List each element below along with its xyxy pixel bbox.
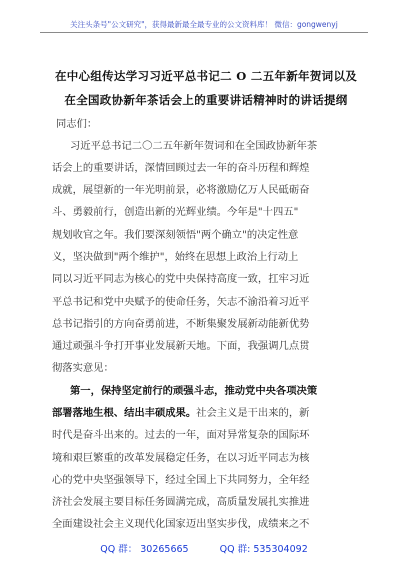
paragraph-line: 斗、勇毅前行，创造出新的光辉业绩。今年是"十四五" [52,206,299,218]
section-heading-continuation [52,406,364,420]
paragraph-line: 时代是奋斗出来的。过去的一年，面对异常复杂的国际环 [52,429,310,441]
paragraph-line: 平总书记和党中央赋予的使命任务，矢志不渝沿着习近平 [52,296,310,308]
salutation: 同志们： [56,118,98,130]
paragraph-line: 总书记指引的方向奋勇前进，不断集聚发展新动能新优势 [52,318,310,330]
section-heading-text: 第一，保持坚定前行的顽强斗志，推动党中央各项决策 [70,385,318,397]
header-banner: 关注头条号"公文研究"，获得最新最全最专业的公文资料库！ 微信：gongwenyj [70,20,338,29]
paragraph-line: 规划收官之年。我们要深刻领悟"两个确立"的决定性意 [52,229,299,241]
paragraph-line: 全面建设社会主义现代化国家迈出坚实步伐，成绩来之不 [52,518,310,530]
paragraph-line: 成就，展望新的一年光明前景，必将激励亿万人民砥砺奋 [52,184,310,196]
paragraph-line: 同以习近平同志为核心的党中央保持高度一致，扛牢习近 [52,273,310,285]
paragraph-line: 话会上的重要讲话，深情回顾过去一年的奋斗历程和辉煌 [52,162,310,174]
document-title-line-1: 在中心组传达学习习近平总书记二 O 二五年新年贺词以及 [54,69,358,83]
paragraph-line: 境和艰巨繁重的改革发展稳定任务，在以习近平同志为核 [52,452,310,464]
header-divider [40,32,368,33]
paragraph-line: 通过顽强斗争打开事业发展新天地。下面，我强调几点贯 [52,340,310,352]
qq-group-1: QQ 群： 30265665 [100,544,189,555]
document-title-line-2: 在全国政协新年茶话会上的重要讲话精神时的讲话提纲 [64,93,348,107]
section-body-text: 社会主义是干出来的，新 [196,407,310,419]
section-heading-text: 部署落地生根、结出丰硕成果。 [52,407,197,419]
section-heading [70,384,382,398]
footer-contact [0,541,408,555]
paragraph-line: 习近平总书记二〇二五年新年贺词和在全国政协新年茶 [70,140,318,152]
paragraph-line: 心的党中央坚强领导下，经过全国上下共同努力，全年经 [52,474,310,486]
paragraph-line: 义，坚决做到"两个维护"，始终在思想上政治上行动上 [52,251,299,263]
paragraph-line: 彻落实意见： [52,362,114,374]
paragraph-line: 济社会发展主要目标任务圆满完成，高质量发展扎实推进 [52,496,310,508]
qq-group-2: QQ 群: 535304092 [219,544,308,555]
